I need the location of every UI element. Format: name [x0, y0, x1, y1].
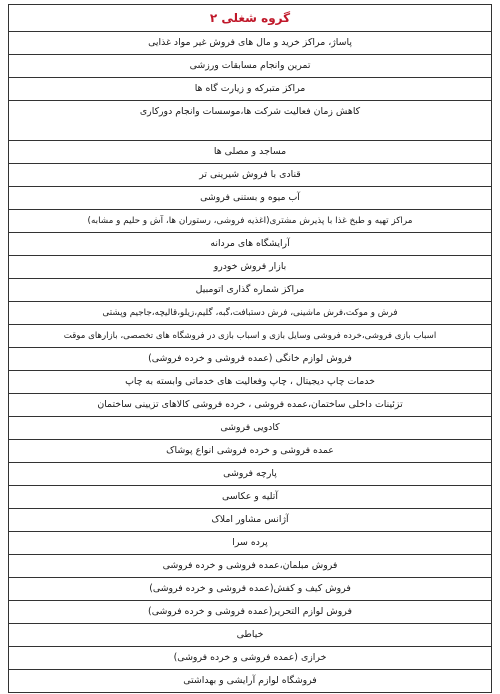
table-cell: فروش لوازم خانگی (عمده فروشی و خرده فروشی): [9, 348, 492, 371]
table-cell: اسباب بازی فروشی،خرده فروشی وسایل بازی و اسباب بازی در فروشگاه های تخصصی، بازارهای موقت: [9, 325, 492, 348]
table-row: [9, 256, 492, 279]
table-cell: پارچه فروشی: [9, 463, 492, 486]
table-title: گروه شغلی ۲: [9, 5, 492, 32]
table-cell: خرازی (عمده فروشی و خرده فروشی): [9, 647, 492, 670]
table-row: [9, 187, 492, 210]
table-row: [9, 32, 492, 55]
table-cell: آتلیه و عکاسی: [9, 486, 492, 509]
table-cell: خدمات چاپ دیجیتال ، چاپ وفعالیت های خدماتی وابسته به چاپ: [9, 371, 492, 394]
table-row: [9, 417, 492, 440]
table-row: [9, 78, 492, 101]
job-group-table-container: [8, 4, 492, 693]
table-cell: کادویی فروشی: [9, 417, 492, 440]
table-row: [9, 555, 492, 578]
table-row: [9, 348, 492, 371]
table-row: [9, 371, 492, 394]
table-row: [9, 624, 492, 647]
table-cell: تزئینات داخلی ساختمان،عمده فروشی ، خرده فروشی کالاهای تزیینی ساختمان: [9, 394, 492, 417]
table-row: [9, 101, 492, 141]
table-cell: فروش لوازم التحریر(عمده فروشی و خرده فروشی): [9, 601, 492, 624]
table-cell: مراکز متبرکه و زیارت گاه ها: [9, 78, 492, 101]
table-row: [9, 601, 492, 624]
table-cell: بازار فروش خودرو: [9, 256, 492, 279]
table-row: [9, 394, 492, 417]
table-cell: آرایشگاه های مردانه: [9, 233, 492, 256]
table-cell: خیاطی: [9, 624, 492, 647]
table-cell: مراکز تهیه و طبخ غذا با پذیرش مشتری(اغذیه فروشی، رستوران ها، آش و حلیم و مشابه): [9, 210, 492, 233]
table-row: [9, 578, 492, 601]
table-row: [9, 463, 492, 486]
table-header-row: [9, 5, 492, 32]
table-row: [9, 670, 492, 693]
job-group-table: [8, 4, 492, 693]
table-cell: پرده سرا: [9, 532, 492, 555]
table-row: [9, 141, 492, 164]
table-row: [9, 210, 492, 233]
table-cell: فروشگاه لوازم آرایشی و بهداشتی: [9, 670, 492, 693]
table-cell: مراکز شماره گذاری اتومبیل: [9, 279, 492, 302]
table-row: [9, 233, 492, 256]
table-row: [9, 486, 492, 509]
table-cell: آب میوه و بستنی فروشی: [9, 187, 492, 210]
table-cell: قنادی با فروش شیرینی تر: [9, 164, 492, 187]
table-cell: مساجد و مصلی ها: [9, 141, 492, 164]
table-row: [9, 532, 492, 555]
table-cell: فروش کیف و کفش(عمده فروشی و خرده فروشی): [9, 578, 492, 601]
table-row: [9, 279, 492, 302]
table-cell: عمده فروشی و خرده فروشی انواع پوشاک: [9, 440, 492, 463]
table-row: [9, 302, 492, 325]
table-row: [9, 440, 492, 463]
table-row: [9, 509, 492, 532]
table-cell: پاساژ، مراکز خرید و مال های فروش غیر مواد غذایی: [9, 32, 492, 55]
table-cell: فرش و موکت،فرش ماشینی، فرش دستبافت،گبه، گلیم،زیلو،قالیچه،جاجیم وپشتی: [9, 302, 492, 325]
table-cell: تمرین وانجام مسابقات ورزشی: [9, 55, 492, 78]
table-cell: کاهش زمان فعالیت شرکت ها،موسسات وانجام دورکاری: [9, 101, 492, 141]
table-row: [9, 647, 492, 670]
table-row: [9, 164, 492, 187]
table-row: [9, 55, 492, 78]
table-cell: آژانس مشاور املاک: [9, 509, 492, 532]
table-row: [9, 325, 492, 348]
table-cell: فروش مبلمان،عمده فروشی و خرده فروشی: [9, 555, 492, 578]
